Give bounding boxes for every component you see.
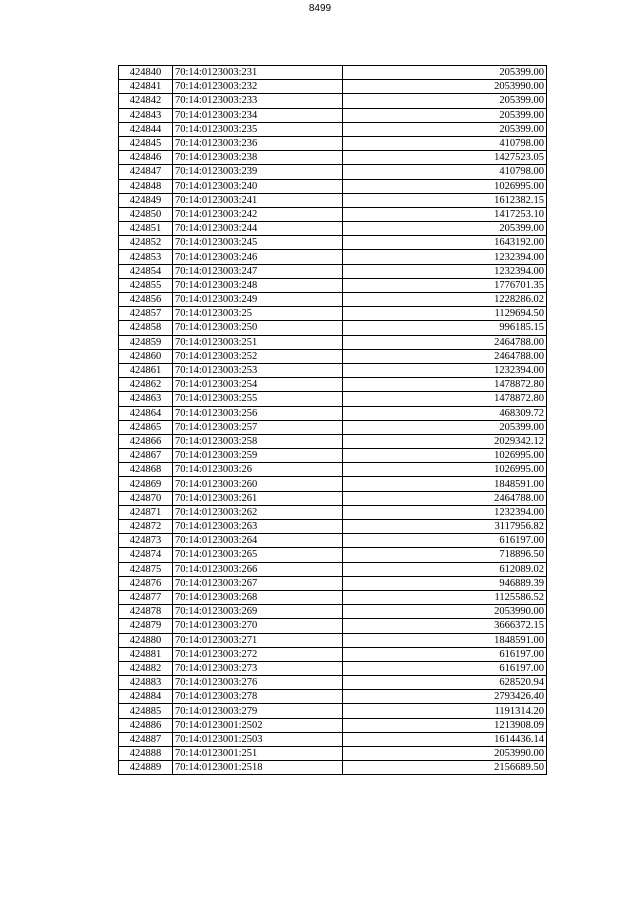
table-row [119, 122, 547, 136]
table-row [119, 335, 547, 349]
cadastral-number-cell: 70:14:0123001:2502 [173, 718, 343, 732]
cadastral-number-cell: 70:14:0123001:2503 [173, 732, 343, 746]
table-row [119, 321, 547, 335]
row-id-cell: 424864 [119, 406, 173, 420]
value-cell: 205399.00 [343, 94, 547, 108]
cadastral-number-cell: 70:14:0123003:247 [173, 264, 343, 278]
value-cell: 946889.39 [343, 576, 547, 590]
cadastral-number-cell: 70:14:0123003:242 [173, 207, 343, 221]
cadastral-number-cell: 70:14:0123003:241 [173, 193, 343, 207]
cadastral-number-cell: 70:14:0123003:262 [173, 505, 343, 519]
table-row [119, 704, 547, 718]
value-cell: 616197.00 [343, 661, 547, 675]
value-cell: 612089.02 [343, 562, 547, 576]
value-cell: 1848591.00 [343, 633, 547, 647]
cadastral-number-cell: 70:14:0123003:248 [173, 278, 343, 292]
row-id-cell: 424847 [119, 165, 173, 179]
value-cell: 1026995.00 [343, 463, 547, 477]
table-row [119, 633, 547, 647]
row-id-cell: 424872 [119, 520, 173, 534]
table-row [119, 477, 547, 491]
table-row [119, 349, 547, 363]
value-cell: 1478872.80 [343, 392, 547, 406]
cadastral-number-cell: 70:14:0123003:255 [173, 392, 343, 406]
cadastral-number-cell: 70:14:0123003:232 [173, 80, 343, 94]
cadastral-number-cell: 70:14:0123003:267 [173, 576, 343, 590]
cadastral-number-cell: 70:14:0123003:273 [173, 661, 343, 675]
table-row [119, 207, 547, 221]
value-cell: 1232394.00 [343, 250, 547, 264]
value-cell: 1026995.00 [343, 449, 547, 463]
cadastral-number-cell: 70:14:0123003:272 [173, 647, 343, 661]
cadastral-number-cell: 70:14:0123003:269 [173, 605, 343, 619]
cadastral-number-cell: 70:14:0123003:235 [173, 122, 343, 136]
value-cell: 996185.15 [343, 321, 547, 335]
cadastral-number-cell: 70:14:0123003:271 [173, 633, 343, 647]
row-id-cell: 424873 [119, 534, 173, 548]
cadastral-number-cell: 70:14:0123003:246 [173, 250, 343, 264]
cadastral-number-cell: 70:14:0123003:259 [173, 449, 343, 463]
value-cell: 3117956.82 [343, 520, 547, 534]
row-id-cell: 424853 [119, 250, 173, 264]
table-row [119, 676, 547, 690]
value-cell: 468309.72 [343, 406, 547, 420]
cadastral-number-cell: 70:14:0123003:25 [173, 307, 343, 321]
row-id-cell: 424851 [119, 222, 173, 236]
value-cell: 1848591.00 [343, 477, 547, 491]
table-row [119, 562, 547, 576]
value-cell: 2053990.00 [343, 605, 547, 619]
row-id-cell: 424861 [119, 363, 173, 377]
value-cell: 1417253.10 [343, 207, 547, 221]
cadastral-number-cell: 70:14:0123003:231 [173, 66, 343, 80]
value-cell: 1612382.15 [343, 193, 547, 207]
table-row [119, 293, 547, 307]
row-id-cell: 424858 [119, 321, 173, 335]
value-cell: 205399.00 [343, 122, 547, 136]
row-id-cell: 424859 [119, 335, 173, 349]
row-id-cell: 424882 [119, 661, 173, 675]
value-cell: 1129694.50 [343, 307, 547, 321]
value-cell: 2053990.00 [343, 747, 547, 761]
cadastral-number-cell: 70:14:0123003:249 [173, 293, 343, 307]
table-row [119, 534, 547, 548]
value-cell: 205399.00 [343, 420, 547, 434]
row-id-cell: 424865 [119, 420, 173, 434]
cadastral-number-cell: 70:14:0123003:268 [173, 590, 343, 604]
value-cell: 2793426.40 [343, 690, 547, 704]
page-number: 8499 [308, 3, 332, 14]
cadastral-number-cell: 70:14:0123003:250 [173, 321, 343, 335]
value-cell: 1232394.00 [343, 363, 547, 377]
cadastral-number-cell: 70:14:0123003:266 [173, 562, 343, 576]
cadastral-number-cell: 70:14:0123003:239 [173, 165, 343, 179]
cadastral-number-cell: 70:14:0123003:279 [173, 704, 343, 718]
value-cell: 1232394.00 [343, 505, 547, 519]
value-cell: 628520.94 [343, 676, 547, 690]
table-row [119, 434, 547, 448]
row-id-cell: 424887 [119, 732, 173, 746]
cadastral-number-cell: 70:14:0123003:264 [173, 534, 343, 548]
row-id-cell: 424862 [119, 378, 173, 392]
cadastral-number-cell: 70:14:0123003:270 [173, 619, 343, 633]
table-row [119, 80, 547, 94]
value-cell: 205399.00 [343, 222, 547, 236]
table-row [119, 66, 547, 80]
row-id-cell: 424863 [119, 392, 173, 406]
value-cell: 1776701.35 [343, 278, 547, 292]
row-id-cell: 424841 [119, 80, 173, 94]
table-row [119, 392, 547, 406]
cadastral-number-cell: 70:14:0123003:233 [173, 94, 343, 108]
value-cell: 1427523.05 [343, 151, 547, 165]
table-row [119, 179, 547, 193]
table-row [119, 222, 547, 236]
row-id-cell: 424877 [119, 590, 173, 604]
table-row [119, 647, 547, 661]
cadastral-number-cell: 70:14:0123003:234 [173, 108, 343, 122]
row-id-cell: 424840 [119, 66, 173, 80]
row-id-cell: 424844 [119, 122, 173, 136]
value-cell: 205399.00 [343, 66, 547, 80]
row-id-cell: 424850 [119, 207, 173, 221]
cadastral-number-cell: 70:14:0123003:252 [173, 349, 343, 363]
cadastral-number-cell: 70:14:0123003:276 [173, 676, 343, 690]
value-cell: 2029342.12 [343, 434, 547, 448]
value-cell: 2464788.00 [343, 349, 547, 363]
table-row [119, 732, 547, 746]
table-row [119, 278, 547, 292]
cadastral-number-cell: 70:14:0123003:257 [173, 420, 343, 434]
row-id-cell: 424884 [119, 690, 173, 704]
row-id-cell: 424871 [119, 505, 173, 519]
cadastral-number-cell: 70:14:0123003:240 [173, 179, 343, 193]
table-row [119, 250, 547, 264]
cadastral-number-cell: 70:14:0123003:256 [173, 406, 343, 420]
cadastral-number-cell: 70:14:0123003:258 [173, 434, 343, 448]
value-cell: 1026995.00 [343, 179, 547, 193]
row-id-cell: 424866 [119, 434, 173, 448]
registry-table-body [119, 66, 547, 775]
table-row [119, 165, 547, 179]
row-id-cell: 424879 [119, 619, 173, 633]
row-id-cell: 424848 [119, 179, 173, 193]
value-cell: 1478872.80 [343, 378, 547, 392]
table-row [119, 690, 547, 704]
cadastral-number-cell: 70:14:0123003:278 [173, 690, 343, 704]
cadastral-number-cell: 70:14:0123003:253 [173, 363, 343, 377]
value-cell: 205399.00 [343, 108, 547, 122]
row-id-cell: 424889 [119, 761, 173, 775]
table-row [119, 761, 547, 775]
value-cell: 410798.00 [343, 136, 547, 150]
table-row [119, 363, 547, 377]
cadastral-number-cell: 70:14:0123003:263 [173, 520, 343, 534]
value-cell: 1191314.20 [343, 704, 547, 718]
table-row [119, 520, 547, 534]
value-cell: 1228286.02 [343, 293, 547, 307]
registry-table [118, 65, 547, 775]
value-cell: 1125586.52 [343, 590, 547, 604]
row-id-cell: 424857 [119, 307, 173, 321]
cadastral-number-cell: 70:14:0123003:238 [173, 151, 343, 165]
row-id-cell: 424868 [119, 463, 173, 477]
table-row [119, 378, 547, 392]
cadastral-number-cell: 70:14:0123001:251 [173, 747, 343, 761]
value-cell: 1614436.14 [343, 732, 547, 746]
table-row [119, 193, 547, 207]
row-id-cell: 424874 [119, 548, 173, 562]
row-id-cell: 424852 [119, 236, 173, 250]
row-id-cell: 424881 [119, 647, 173, 661]
row-id-cell: 424880 [119, 633, 173, 647]
cadastral-number-cell: 70:14:0123003:26 [173, 463, 343, 477]
row-id-cell: 424878 [119, 605, 173, 619]
value-cell: 718896.50 [343, 548, 547, 562]
table-row [119, 505, 547, 519]
value-cell: 2053990.00 [343, 80, 547, 94]
table-row [119, 108, 547, 122]
table-row [119, 491, 547, 505]
cadastral-number-cell: 70:14:0123003:245 [173, 236, 343, 250]
table-row [119, 619, 547, 633]
table-row [119, 718, 547, 732]
cadastral-number-cell: 70:14:0123003:265 [173, 548, 343, 562]
value-cell: 616197.00 [343, 534, 547, 548]
value-cell: 616197.00 [343, 647, 547, 661]
row-id-cell: 424888 [119, 747, 173, 761]
table-row [119, 449, 547, 463]
value-cell: 2156689.50 [343, 761, 547, 775]
value-cell: 1232394.00 [343, 264, 547, 278]
table-row [119, 307, 547, 321]
table-row [119, 661, 547, 675]
value-cell: 1213908.09 [343, 718, 547, 732]
table-row [119, 236, 547, 250]
cadastral-number-cell: 70:14:0123003:251 [173, 335, 343, 349]
value-cell: 410798.00 [343, 165, 547, 179]
row-id-cell: 424846 [119, 151, 173, 165]
row-id-cell: 424842 [119, 94, 173, 108]
value-cell: 1643192.00 [343, 236, 547, 250]
row-id-cell: 424870 [119, 491, 173, 505]
table-row [119, 406, 547, 420]
row-id-cell: 424854 [119, 264, 173, 278]
row-id-cell: 424849 [119, 193, 173, 207]
value-cell: 3666372.15 [343, 619, 547, 633]
cadastral-number-cell: 70:14:0123003:261 [173, 491, 343, 505]
cadastral-number-cell: 70:14:0123003:236 [173, 136, 343, 150]
row-id-cell: 424876 [119, 576, 173, 590]
cadastral-number-cell: 70:14:0123003:254 [173, 378, 343, 392]
table-row [119, 136, 547, 150]
table-row [119, 576, 547, 590]
row-id-cell: 424867 [119, 449, 173, 463]
cadastral-number-cell: 70:14:0123001:2518 [173, 761, 343, 775]
value-cell: 2464788.00 [343, 335, 547, 349]
table-row [119, 590, 547, 604]
cadastral-number-cell: 70:14:0123003:244 [173, 222, 343, 236]
table-row [119, 463, 547, 477]
row-id-cell: 424869 [119, 477, 173, 491]
table-row [119, 548, 547, 562]
cadastral-number-cell: 70:14:0123003:260 [173, 477, 343, 491]
row-id-cell: 424886 [119, 718, 173, 732]
table-row [119, 94, 547, 108]
table-row [119, 605, 547, 619]
row-id-cell: 424856 [119, 293, 173, 307]
table-row [119, 420, 547, 434]
row-id-cell: 424883 [119, 676, 173, 690]
row-id-cell: 424860 [119, 349, 173, 363]
row-id-cell: 424845 [119, 136, 173, 150]
table-row [119, 747, 547, 761]
row-id-cell: 424843 [119, 108, 173, 122]
table-row [119, 264, 547, 278]
table-row [119, 151, 547, 165]
row-id-cell: 424875 [119, 562, 173, 576]
row-id-cell: 424855 [119, 278, 173, 292]
row-id-cell: 424885 [119, 704, 173, 718]
value-cell: 2464788.00 [343, 491, 547, 505]
